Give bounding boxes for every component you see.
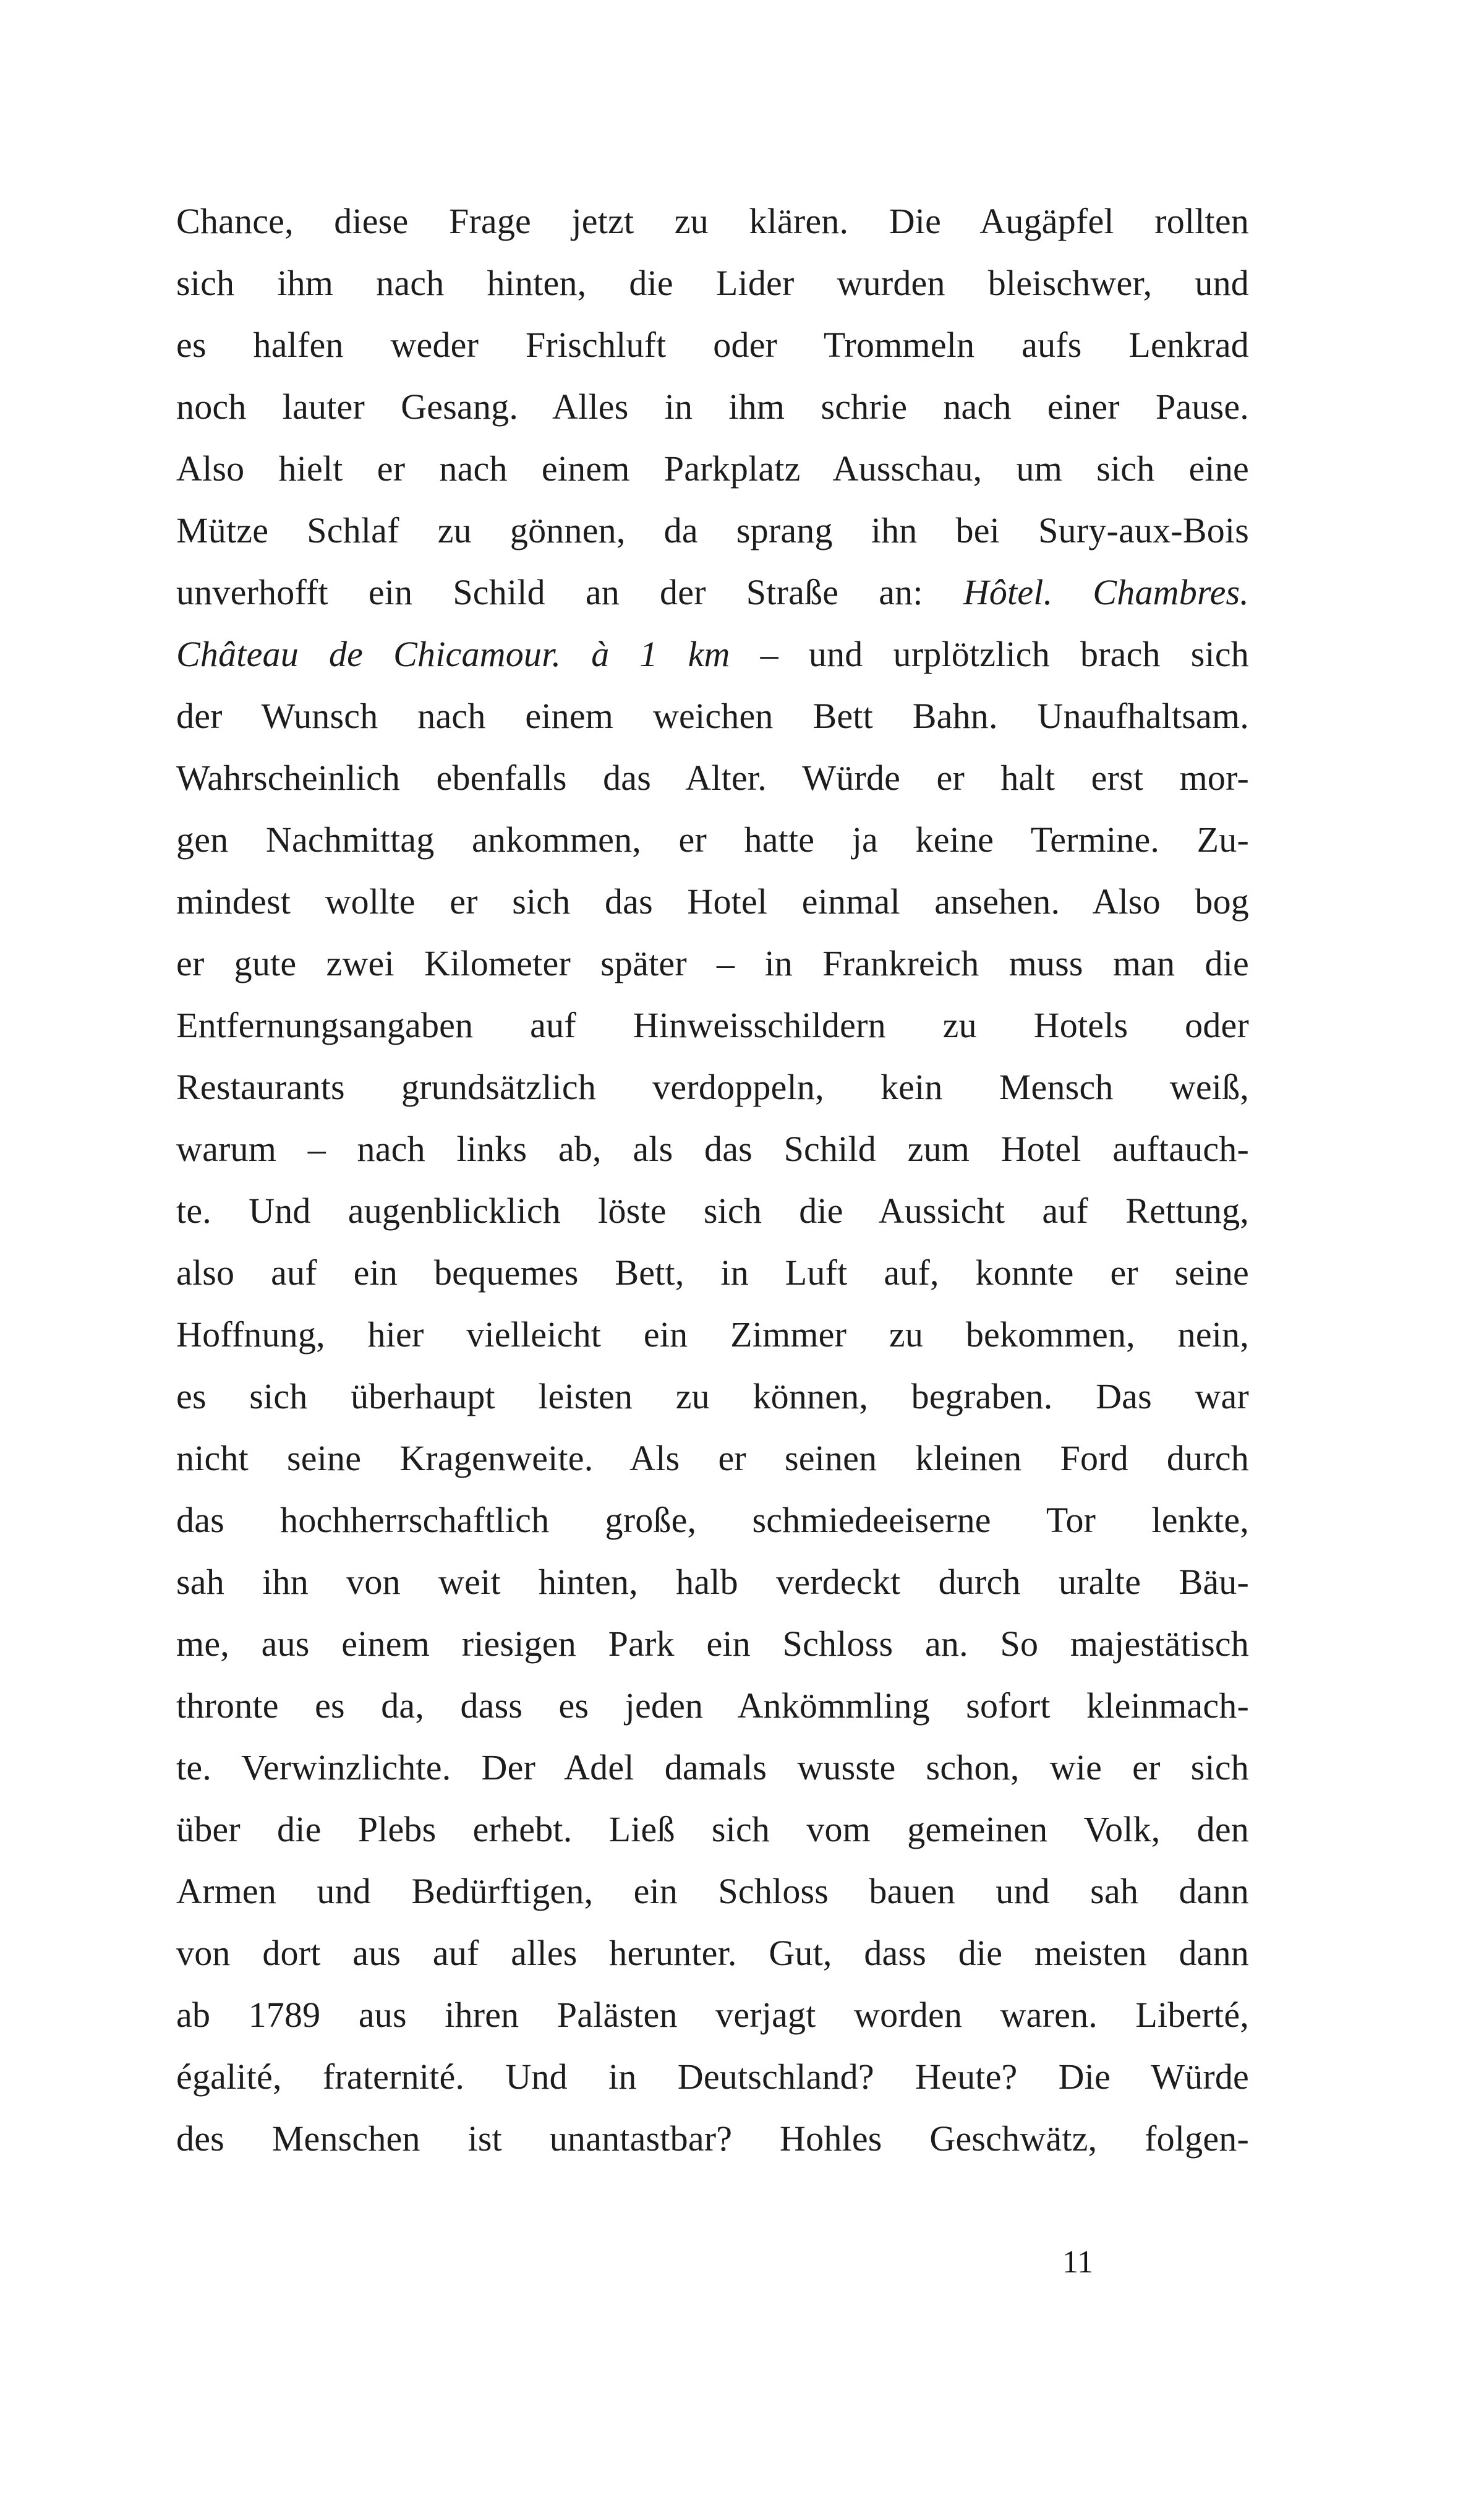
page-text (176, 191, 1249, 2170)
text-segment: über die Plebs erhebt. Ließ sich vom gemeinen Volk, den (176, 1809, 1249, 1849)
text-segment: Armen und Bedürftigen, ein Schloss bauen und sah dann (176, 1871, 1249, 1911)
text-segment: thronte es da, dass es jeden Ankömmling sofort kleinmach- (176, 1685, 1249, 1726)
text-segment: – und urplötzlich brach sich (730, 634, 1249, 674)
text-line (176, 1489, 1249, 1551)
text-line (176, 1799, 1249, 1860)
text-line (176, 1551, 1249, 1613)
text-segment: Hoffnung, hier vielleicht ein Zimmer zu bekommen, nein, (176, 1314, 1249, 1355)
text-segment: sich ihm nach hinten, die Lider wurden bleischwer, und (176, 263, 1249, 303)
text-line (176, 1922, 1249, 1984)
text-segment: das hochherrschaftlich große, schmiedeeiserne Tor lenkte, (176, 1500, 1249, 1540)
text-line (176, 376, 1249, 438)
text-line (176, 809, 1249, 871)
text-segment: me, aus einem riesigen Park ein Schloss an. So majestätisch (176, 1624, 1249, 1664)
text-line (176, 995, 1249, 1056)
text-line (176, 314, 1249, 376)
text-segment: der Wunsch nach einem weichen Bett Bahn. Unaufhaltsam. (176, 696, 1249, 736)
text-line (176, 2046, 1249, 2108)
text-line (176, 1056, 1249, 1118)
text-line (176, 500, 1249, 562)
text-line (176, 1180, 1249, 1242)
text-segment: des Menschen ist unantastbar? Hohles Geschwätz, folgen- (176, 2118, 1249, 2159)
text-line (176, 1366, 1249, 1428)
text-line (176, 933, 1249, 995)
text-line (176, 1613, 1249, 1675)
text-segment: also auf ein bequemes Bett, in Luft auf, konnte er seine (176, 1252, 1249, 1293)
text-line (176, 685, 1249, 747)
italic-text-segment: Hôtel. Chambres. (963, 572, 1249, 612)
text-segment: von dort aus auf alles herunter. Gut, dass die meisten dann (176, 1933, 1249, 1973)
text-segment: ab 1789 aus ihren Palästen verjagt worden waren. Liberté, (176, 1995, 1249, 2035)
text-line (176, 438, 1249, 500)
text-segment: unverhofft ein Schild an der Straße an: (176, 572, 963, 612)
text-segment: égalité, fraternité. Und in Deutschland? Heute? Die Würde (176, 2057, 1249, 2097)
text-segment: Wahrscheinlich ebenfalls das Alter. Würde er halt erst mor- (176, 758, 1249, 798)
text-segment: Restaurants grundsätzlich verdoppeln, kein Mensch weiß, (176, 1067, 1249, 1107)
text-line (176, 1675, 1249, 1737)
text-segment: es sich überhaupt leisten zu können, begraben. Das war (176, 1376, 1249, 1416)
page-number: 11 (1062, 2245, 1094, 2280)
text-segment: Entfernungsangaben auf Hinweisschildern zu Hotels oder (176, 1005, 1249, 1045)
text-line (176, 2108, 1249, 2170)
text-line (176, 747, 1249, 809)
text-line (176, 1428, 1249, 1489)
text-segment: es halfen weder Frischluft oder Trommeln aufs Lenkrad (176, 325, 1249, 365)
text-line (176, 871, 1249, 933)
italic-text-segment: Château de Chicamour. à 1 km (176, 634, 730, 674)
text-segment: te. Und augenblicklich löste sich die Aussicht auf Rettung, (176, 1191, 1249, 1231)
text-line (176, 252, 1249, 314)
text-line (176, 562, 1249, 623)
text-segment: warum – nach links ab, als das Schild zum Hotel auftauch- (176, 1129, 1249, 1169)
text-line (176, 1860, 1249, 1922)
text-segment: sah ihn von weit hinten, halb verdeckt durch uralte Bäu- (176, 1562, 1249, 1602)
text-line (176, 623, 1249, 685)
text-segment: er gute zwei Kilometer später – in Frankreich muss man die (176, 943, 1249, 983)
text-segment: gen Nachmittag ankommen, er hatte ja keine Termine. Zu- (176, 820, 1249, 860)
text-line (176, 1737, 1249, 1799)
text-segment: te. Verwinzlichte. Der Adel damals wusste schon, wie er sich (176, 1747, 1249, 1787)
text-segment: mindest wollte er sich das Hotel einmal ansehen. Also bog (176, 881, 1249, 922)
text-line (176, 1242, 1249, 1304)
text-segment: noch lauter Gesang. Alles in ihm schrie nach einer Pause. (176, 387, 1249, 427)
text-segment: Chance, diese Frage jetzt zu klären. Die Augäpfel rollten (176, 201, 1249, 241)
text-segment: Also hielt er nach einem Parkplatz Ausschau, um sich eine (176, 448, 1249, 489)
text-line (176, 1984, 1249, 2046)
text-segment: nicht seine Kragenweite. Als er seinen kleinen Ford durch (176, 1438, 1249, 1478)
text-line (176, 1118, 1249, 1180)
text-line (176, 191, 1249, 252)
text-segment: Mütze Schlaf zu gönnen, da sprang ihn bei Sury-aux-Bois (176, 510, 1249, 550)
text-line (176, 1304, 1249, 1366)
